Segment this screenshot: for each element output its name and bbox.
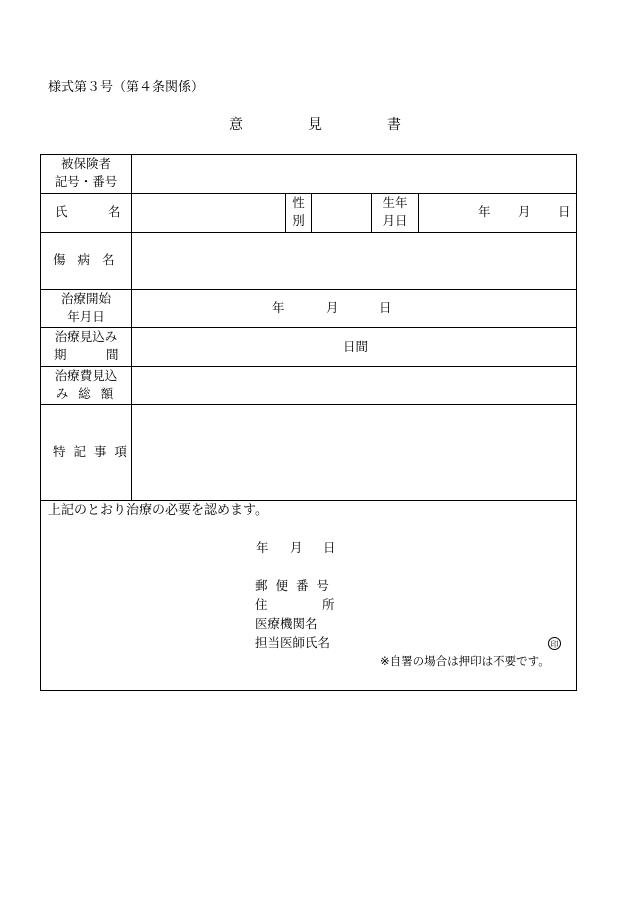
sex-field[interactable] — [313, 195, 370, 231]
treatment-start-field[interactable] — [133, 291, 575, 326]
insured-number-label: 被保険者 記号・番号 — [54, 156, 118, 189]
start-day-unit: 日 — [379, 300, 392, 315]
title-char-3: 書 — [387, 117, 401, 133]
treatment-period-label: 治療見込み 期 間 — [54, 329, 119, 362]
special-notes-label: 特 記 事 項 — [53, 444, 129, 459]
total-cost-label: 治療費見込 み 総 額 — [54, 368, 118, 401]
cert-day-unit: 日 — [323, 540, 336, 555]
period-days-unit: 日間 — [343, 339, 369, 354]
row-divider — [40, 232, 577, 233]
treatment-start-label: 治療開始 年月日 — [60, 291, 111, 324]
form-number-label: 様式第３号（第４条関係） — [48, 80, 205, 95]
birth-date-field[interactable] — [420, 195, 575, 231]
name-label-second: 名 — [108, 204, 121, 219]
birth-year-unit: 年 — [478, 204, 491, 219]
column-divider — [311, 193, 312, 232]
insured-number-field[interactable] — [133, 156, 575, 192]
column-divider — [418, 193, 419, 232]
name-label-first: 氏 — [55, 204, 68, 219]
address-label-second: 所 — [322, 597, 335, 612]
seal-mark-icon: 印 — [548, 637, 561, 650]
title-char-1: 意 — [229, 117, 243, 133]
title-char-2: 見 — [308, 117, 322, 133]
signature-note: ※自署の場合は押印は不要です。 — [380, 654, 550, 668]
row-divider — [40, 500, 577, 501]
cert-year-unit: 年 — [256, 540, 269, 555]
birth-date-label: 生年 月日 — [382, 195, 408, 228]
total-cost-field[interactable] — [133, 368, 575, 403]
postal-code-label: 郵 便 番 号 — [255, 578, 331, 593]
medical-institution-label: 医療機関名 — [255, 616, 318, 631]
attending-doctor-label: 担当医師氏名 — [255, 635, 331, 650]
start-month-unit: 月 — [326, 300, 339, 315]
name-field[interactable] — [133, 195, 284, 231]
row-divider — [40, 404, 577, 405]
birth-day-unit: 日 — [558, 204, 571, 219]
column-divider — [131, 154, 132, 500]
sex-label: 性 別 — [292, 195, 305, 228]
birth-month-unit: 月 — [518, 204, 531, 219]
special-notes-field[interactable] — [133, 406, 575, 499]
cert-month-unit: 月 — [290, 540, 303, 555]
start-year-unit: 年 — [272, 300, 285, 315]
address-label-first: 住 — [255, 597, 268, 612]
disease-name-label: 傷 病 名 — [53, 252, 119, 267]
certification-statement: 上記のとおり治療の必要を認めます。 — [48, 503, 268, 518]
disease-name-field[interactable] — [133, 234, 575, 288]
